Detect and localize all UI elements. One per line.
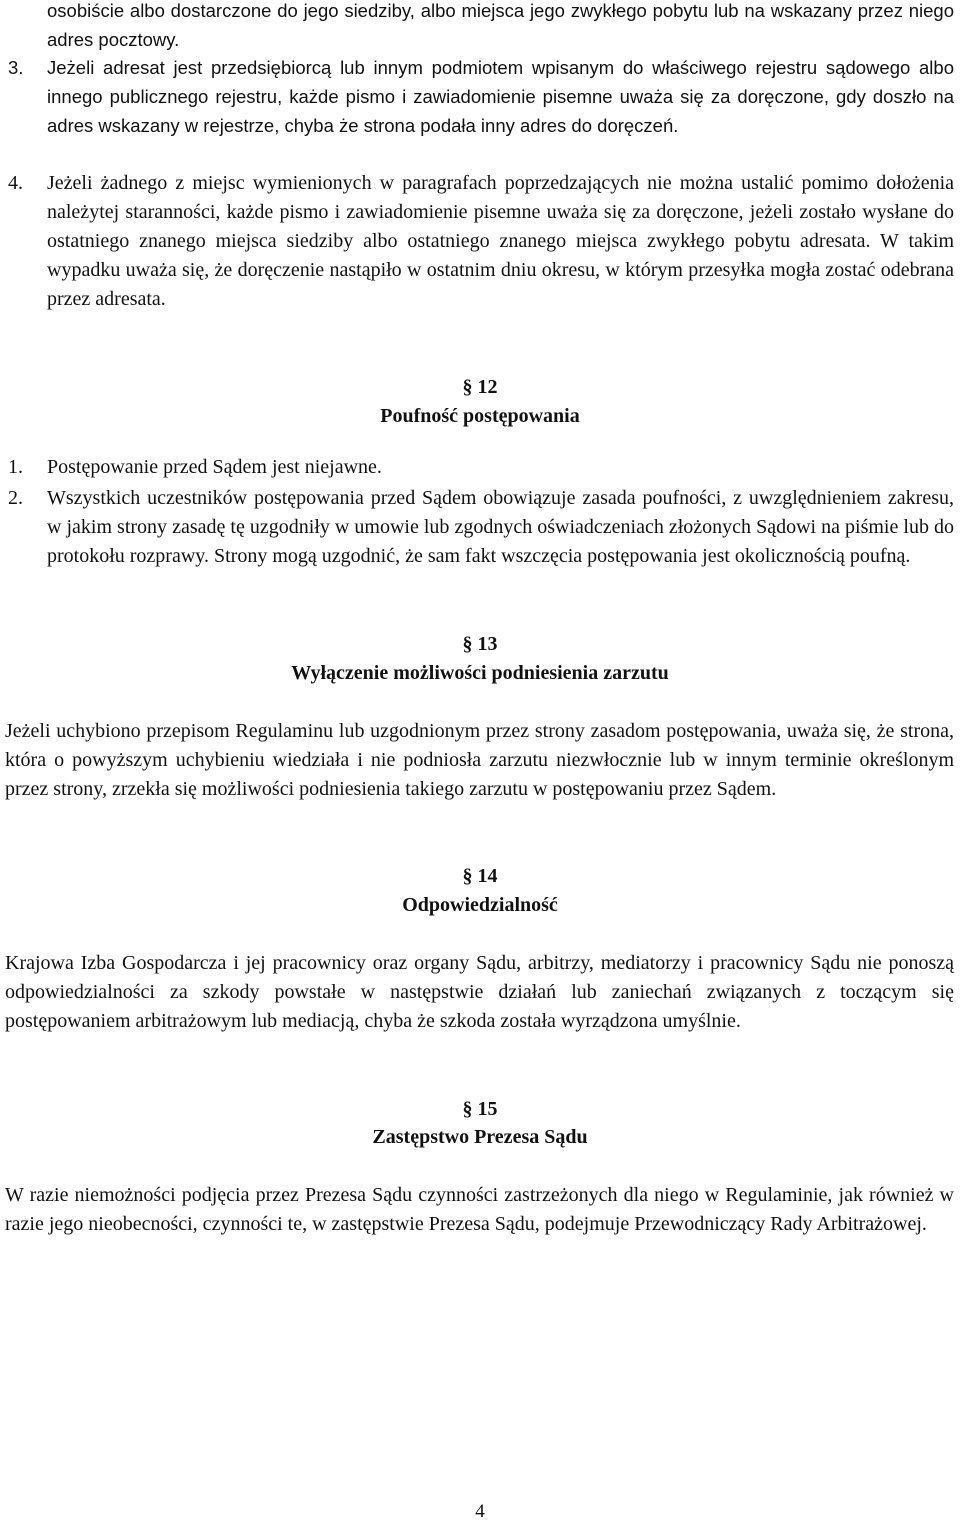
section-title-14: Odpowiedzialność xyxy=(402,894,558,916)
page-number: 4 xyxy=(475,1501,485,1522)
list-item-number: 3. xyxy=(8,57,24,78)
list-item-number: 2. xyxy=(8,487,23,509)
section-title-13: Wyłączenie możliwości podniesienia zarzutu xyxy=(291,662,669,684)
section-13-text: Jeżeli uchybiono przepisom Regulaminu lub uzgodnionym przez strony zasadom postępowania, uważa się, że strona, która o powyższym uchybieniu wiedziała i nie podniosła zarzutu niezwłocznie lub w innym terminie określonym przez strony, zrzekła się możliwości podniesienia takiego zarzutu w postępowaniu przez Sądem. xyxy=(5,720,954,800)
list-item-4 xyxy=(8,169,954,314)
section-title-15: Zastępstwo Prezesa Sądu xyxy=(372,1126,588,1148)
list-item-text: Jeżeli adresat jest przedsiębiorcą lub innym podmiotem wpisanym do właściwego rejestru sądowego albo innego publicznego rejestru, każde pismo i zawiadomienie pisemne uważa się za doręczone, gdy doszło na adres wskazany w rejestrze, chyba że strona podała inny adres do doręczeń. xyxy=(47,57,954,136)
list-item-text: Postępowanie przed Sądem jest niejawne. xyxy=(47,456,382,478)
list-item-number: 4. xyxy=(8,172,23,194)
section-15-text: W razie niemożności podjęcia przez Prezesa Sądu czynności zastrzeżonych dla niego w Regulaminie, jak również w razie jego nieobecności, czynności te, w zastępstwie Prezesa Sądu, podejmuje Przewodniczący Rady Arbitrażowej. xyxy=(5,1184,954,1235)
continuation-paragraph: osobiście albo dostarczone do jego siedziby, albo miejsca jego zwykłego pobytu lub na wskazany przez niego adres pocztowy. xyxy=(47,0,954,50)
section-12-item-1 xyxy=(8,453,954,482)
list-item-number: 1. xyxy=(8,456,23,478)
section-number-13: § 13 xyxy=(462,633,498,655)
section-14-text: Krajowa Izba Gospodarcza i jej pracownicy oraz organy Sądu, arbitrzy, mediatorzy i pracownicy Sądu nie ponoszą odpowiedzialności za szkody powstałe w następstwie działań lub zaniechań związanych z toczącym się postępowaniem arbitrażowym lub mediacją, chyba że szkoda została wyrządzona umyślnie. xyxy=(5,952,954,1032)
list-item-text: Wszystkich uczestników postępowania przed Sądem obowiązuje zasada poufności, z uwzględnieniem zakresu, w jakim strony zasadę tę uzgodniły w umowie lub zgodnych oświadczeniach złożonych Sądowi na piśmie lub do protokołu rozprawy. Strony mogą uzgodnić, że sam fakt wszczęcia postępowania jest okolicznością poufną. xyxy=(47,487,954,567)
section-number-15: § 15 xyxy=(462,1098,498,1120)
list-item-3 xyxy=(8,53,954,140)
section-title-12: Poufność postępowania xyxy=(380,405,580,427)
section-12-item-2 xyxy=(8,484,954,571)
section-number-12: § 12 xyxy=(462,376,498,398)
list-item-text: Jeżeli żadnego z miejsc wymienionych w paragrafach poprzedzających nie można ustalić pomimo dołożenia należytej staranności, każde pismo i zawiadomienie pisemne uważa się za doręczone, jeżeli zostało wysłane do ostatniego znanego miejsca siedziby albo ostatniego znanego miejsca zwykłego pobytu adresata. W takim wypadku uważa się, że doręczenie nastąpiło w ostatnim dniu okresu, w którym przesyłka mogła zostać odebrana przez adresata. xyxy=(47,172,954,310)
section-number-14: § 14 xyxy=(462,865,498,887)
